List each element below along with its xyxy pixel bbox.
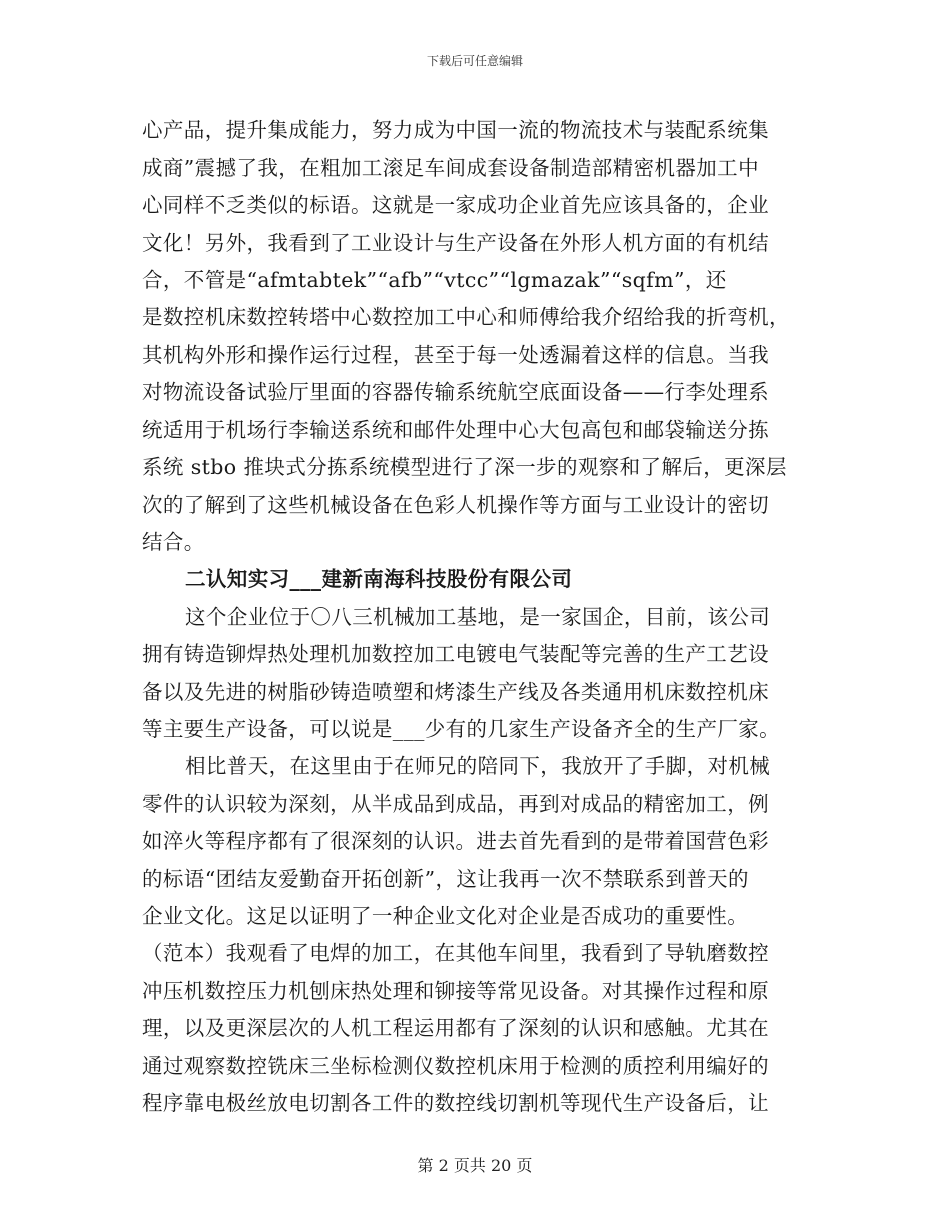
body-line: 冲压机数控压力机刨床热处理和铆接等常见设备。对其操作过程和原 [142, 979, 769, 1003]
body-line: 合，不管是“afmtabtek”“afb”“vtcc”“lgmazak”“sqfm”，还 [142, 268, 727, 292]
body-line: 心同样不乏类似的标语。这就是一家成功企业首先应该具备的，企业 [142, 193, 769, 217]
body-line: （范本）我观看了电焊的加工，在其他车间里，我看到了导轨磨数控 [142, 941, 769, 965]
body-line: 统适用于机场行李输送系统和邮件处理中心大包高包和邮袋输送分拣 [142, 418, 769, 442]
body-line: 拥有铸造铆焊热处理机加数控加工电镀电气装配等完善的生产工艺设 [142, 642, 769, 666]
body-line: 是数控机床数控转塔中心数控加工中心和师傅给我介绍给我的折弯机， [142, 305, 790, 329]
body-line: 其机构外形和操作运行过程，甚至于每一处透漏着这样的信息。当我 [142, 343, 769, 367]
body-line: 理，以及更深层次的人机工程运用都有了深刻的认识和感触。尤其在 [142, 1016, 769, 1040]
body-line: 结合。 [142, 530, 205, 554]
body-line: 相比普天，在这里由于在师兄的陪同下，我放开了手脚，对机械 [185, 754, 771, 778]
body-line: 心产品，提升集成能力，努力成为中国一流的物流技术与装配系统集 [142, 118, 769, 142]
body-line: 程序靠电极丝放电切割各工件的数控线切割机等现代生产设备后，让 [142, 1091, 769, 1115]
page-footer: 第 2 页共 20 页 [417, 1156, 533, 1175]
body-line: 通过观察数控铣床三坐标检测仪数控机床用于检测的质控利用编好的 [142, 1054, 769, 1078]
body-line: 文化！另外，我看到了工业设计与生产设备在外形人机方面的有机结 [142, 231, 769, 255]
body-line: 系统 stbo 推块式分拣系统模型进行了深一步的观察和了解后，更深层 [142, 455, 787, 479]
body-line: 零件的认识较为深刻，从半成品到成品，再到对成品的精密加工，例 [142, 792, 769, 816]
body-line: 企业文化。这足以证明了一种企业文化对企业是否成功的重要性。 [142, 904, 749, 928]
body-line: 等主要生产设备，可以说是___少有的几家生产设备齐全的生产厂家。 [142, 717, 781, 741]
body-line: 备以及先进的树脂砂铸造喷塑和烤漆生产线及各类通用机床数控机床 [142, 680, 769, 704]
body-line: 成商”震撼了我，在粗加工滚足车间成套设备制造部精密机器加工中 [142, 156, 759, 180]
body-line: 这个企业位于〇八三机械加工基地，是一家国企，目前，该公司 [185, 605, 771, 629]
section-heading: 二认知实习___建新南海科技股份有限公司 [185, 567, 573, 591]
body-line: 次的了解到了这些机械设备在色彩人机操作等方面与工业设计的密切 [142, 493, 769, 517]
body-line: 的标语“团结友爱勤奋开拓创新”，这让我再一次不禁联系到普天的 [142, 867, 749, 891]
page-header: 下载后可任意编辑 [426, 54, 523, 68]
body-line: 如淬火等程序都有了很深刻的认识。进去首先看到的是带着国营色彩 [142, 829, 769, 853]
body-line: 对物流设备试验厅里面的容器传输系统航空底面设备——行李处理系 [142, 380, 769, 404]
